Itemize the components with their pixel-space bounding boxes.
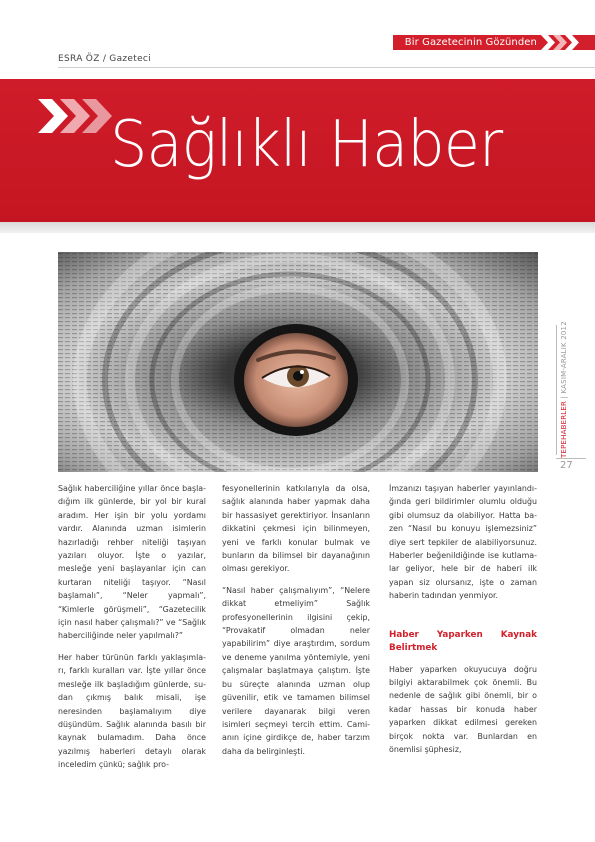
author-byline: ESRA ÖZ / Gazeteci: [58, 54, 151, 64]
issue-date: KASIM-ARALIK 2012: [560, 321, 568, 394]
separator: |: [560, 395, 568, 399]
side-divider: [556, 325, 557, 455]
issue-label: [560, 321, 568, 458]
chevrons-icon: [38, 99, 118, 133]
paragraph: Sağlık haberciliğine yıllar önce başladığım ilk günlerde, bir yol bir kural aradım. Her işin bir yolu yordamı vardır. Alanında uzman isimlerin hazırladığı rehber niteliği taşıyan yazıları oluyor. İşte o yazılar, mesleğe yeni başlayanlar için can kurtaran niteliği taşıyor. “Nasıl başlamalı”, “Neler yapmalı”, “Kimlerle görüşmeli”, “Gazetecilik için nasıl haber çalışmalı?” ve “Sağlık haberciliğinde neler yapılmalı?”: [58, 484, 206, 641]
divider: [58, 67, 595, 68]
paragraph: Haber yaparken okuyucuya doğru bilgiyi aktarabilmek çok önemli. Bu nedenle de sağlık gibi önemli, bir o kadar hassas bir konuda haber yaparken dikkat edilmesi gereken birçok nokta var. Bunlardan en önemlisi şüphesiz,: [389, 664, 537, 755]
article-photo: [58, 252, 538, 472]
page-number: 27: [560, 460, 573, 471]
article-column-1: [58, 482, 206, 780]
paragraph: İmzanızı taşıyan haberler yayınlandığında geri bildirimler olumlu olduğu gibi olumsuz da olabiliyor. Hatta bazen “Nasıl bu konuyu işlemezsiniz” diye sert tepkiler de alabiliyorsunuz. Haberler beğenildiğinde ise kutlamalar geliyor, hele bir de haberi ilk yapan siz olursanız, işte o zaman haberin tadından yenmiyor.: [389, 484, 537, 601]
paragraph: Her haber türünün farklı yaklaşımları, farklı kuralları var. İşte yıllar önce mesleğe ilk başladığım günlerde, sudan çıkmış balık misali, işe neresinden başlamalıyım diye düşündüm. Sağlık alanında basılı bir kaynak bulamadım. Daha önce yazılmış haberleri detaylı olarak inceledim çünkü; sağlık pro-: [58, 652, 206, 770]
paragraph: “Nasıl haber çalışmalıyım”, “Nelere dikkat etmeliyim” Sağlık profesyonellerinin ilgisini çekip, “Provakatif olmadan neler yapabilirim” diye araştırdım, sordum ve deneme yanılma yöntemiyle, yeni çalışmalar başlatmaya çalıştım. İşte bu süreçte alanında uzman olup güvenilir, etik ve tamamen bilimsel verilere dayanarak bilgi veren isimleri seçmeyi tercih ettim. Camianın içine girdikçe de, haber tarzım daha da belirginleşti.: [222, 585, 370, 756]
paragraph: fesyonellerinin katkılarıyla da olsa, sağlık alanında haber yapmak daha bir hassasiyet gerektiriyor. İnsanların dikkatini çekmesi için bilinmeyen, yeni ve farklı konular bulmak ve bunların da bilimsel bir dayanağının olması gerekiyor.: [222, 484, 370, 574]
section-heading: Haber Yaparken Kaynak Belirtmek: [389, 629, 537, 653]
chevrons-icon: [539, 35, 579, 50]
side-divider: [556, 458, 586, 459]
magazine-brand: TEPEHABERLER: [560, 400, 568, 458]
article-title: Sağlıklı Haber: [110, 108, 503, 182]
section-label: Bir Gazetecinin Gözünden: [404, 37, 537, 48]
eye-through-newspaper-tube-image: [58, 252, 538, 472]
article-column-2: [222, 482, 370, 766]
article-column-3: [389, 482, 537, 765]
section-banner: [393, 35, 595, 50]
band-shadow: [0, 222, 595, 233]
